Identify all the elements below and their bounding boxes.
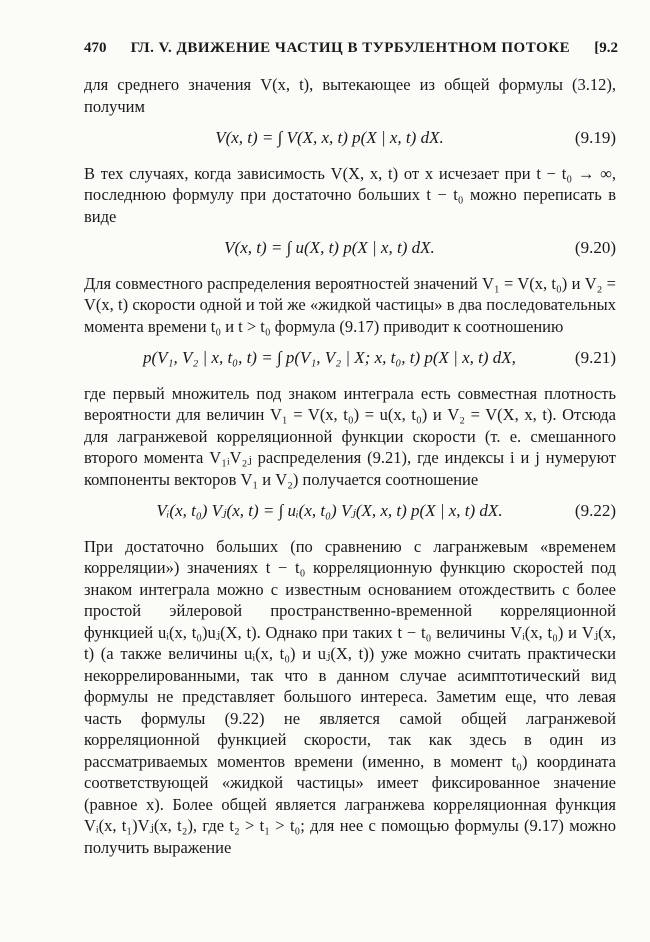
section-number: [9.2 (594, 40, 618, 56)
equation-number: (9.19) (574, 128, 616, 147)
page-body (84, 74, 616, 858)
equation-number: (9.22) (574, 501, 616, 520)
paragraph: При достаточно больших (по сравнению с лагранжевым «временем корреляции») значениях t − t₀ корреляционную функцию скоростей под знаком интеграла можно с известным основанием отождествить с более простой эйлеровой пространственно-временной корреляционной функцией uᵢ(x, t₀)uⱼ(X, t). Однако при таких t − t₀ величины Vᵢ(x, t₀) и Vⱼ(x, t) (а также величины uᵢ(x, t₀) и uⱼ(X, t)) уже можно считать практически некоррелированными, так что в данном случае асимптотический вид формулы не представляет большого интереса. Заметим еще, что левая часть формулы (9.22) не является самой общей лагранжевой корреляционной функцией скорости, так как здесь в один из рассматриваемых моментов времени (именно, в момент t₀) координата соответствующей «жидкой частицы» имеет фиксированное значение (равное x). Более общей является лагранжева корреляционная функция Vᵢ(x, t₁)Vⱼ(x, t₂), где t₂ > t₁ > t₀; для нее с помощью формулы (9.17) можно получить выражение (84, 536, 616, 857)
equation-9-22 (84, 500, 616, 522)
page-number: 470 (84, 40, 107, 56)
equation-number: (9.21) (574, 348, 616, 367)
equation-formula: p(V₁, V₂ | x, t₀, t) = ∫ p(V₁, V₂ | X; x, t₀, t) p(X | x, t) dX, (142, 348, 516, 367)
equation-9-19 (84, 127, 616, 149)
paragraph: для среднего значения V(x, t), вытекающее из общей формулы (3.12), получим (84, 75, 616, 116)
page-header (84, 40, 618, 57)
running-title: ГЛ. V. ДВИЖЕНИЕ ЧАСТИЦ В ТУРБУЛЕНТНОМ ПОТОКЕ (130, 40, 571, 56)
paragraph: В тех случаях, когда зависимость V(X, x, t) от x исчезает при t − t₀ → ∞, последнюю формулу при достаточно больших t − t₀ можно переписать в виде (84, 163, 616, 226)
equation-formula: Vᵢ(x, t₀) Vⱼ(x, t) = ∫ uᵢ(x, t₀) Vⱼ(X, x, t) p(X | x, t) dX. (156, 501, 503, 520)
paragraph: Для совместного распределения вероятностей значений V₁ = V(x, t₀) и V₂ = V(x, t) скорости одной и той же «жидкой частицы» в два последовательных момента времени t₀ и t > t₀ формула (9.17) приводит к соотношению (84, 273, 616, 336)
equation-number: (9.20) (574, 238, 616, 257)
equation-formula: V(x, t) = ∫ u(X, t) p(X | x, t) dX. (224, 238, 435, 257)
paragraph: где первый множитель под знаком интеграла есть совместная плотность вероятности для величин V₁ = V(x, t₀) = u(x, t₀) и V₂ = V(X, x, t). Отсюда для лагранжевой корреляционной функции скорости (т. е. смешанного второго момента V₁ᵢV₂ⱼ распределения (9.21), где индексы i и j нумеруют компоненты векторов V₁ и V₂) получается соотношение (84, 383, 616, 489)
equation-formula: V(x, t) = ∫ V(X, x, t) p(X | x, t) dX. (215, 128, 444, 147)
equation-9-20 (84, 237, 616, 259)
equation-9-21 (84, 347, 616, 369)
